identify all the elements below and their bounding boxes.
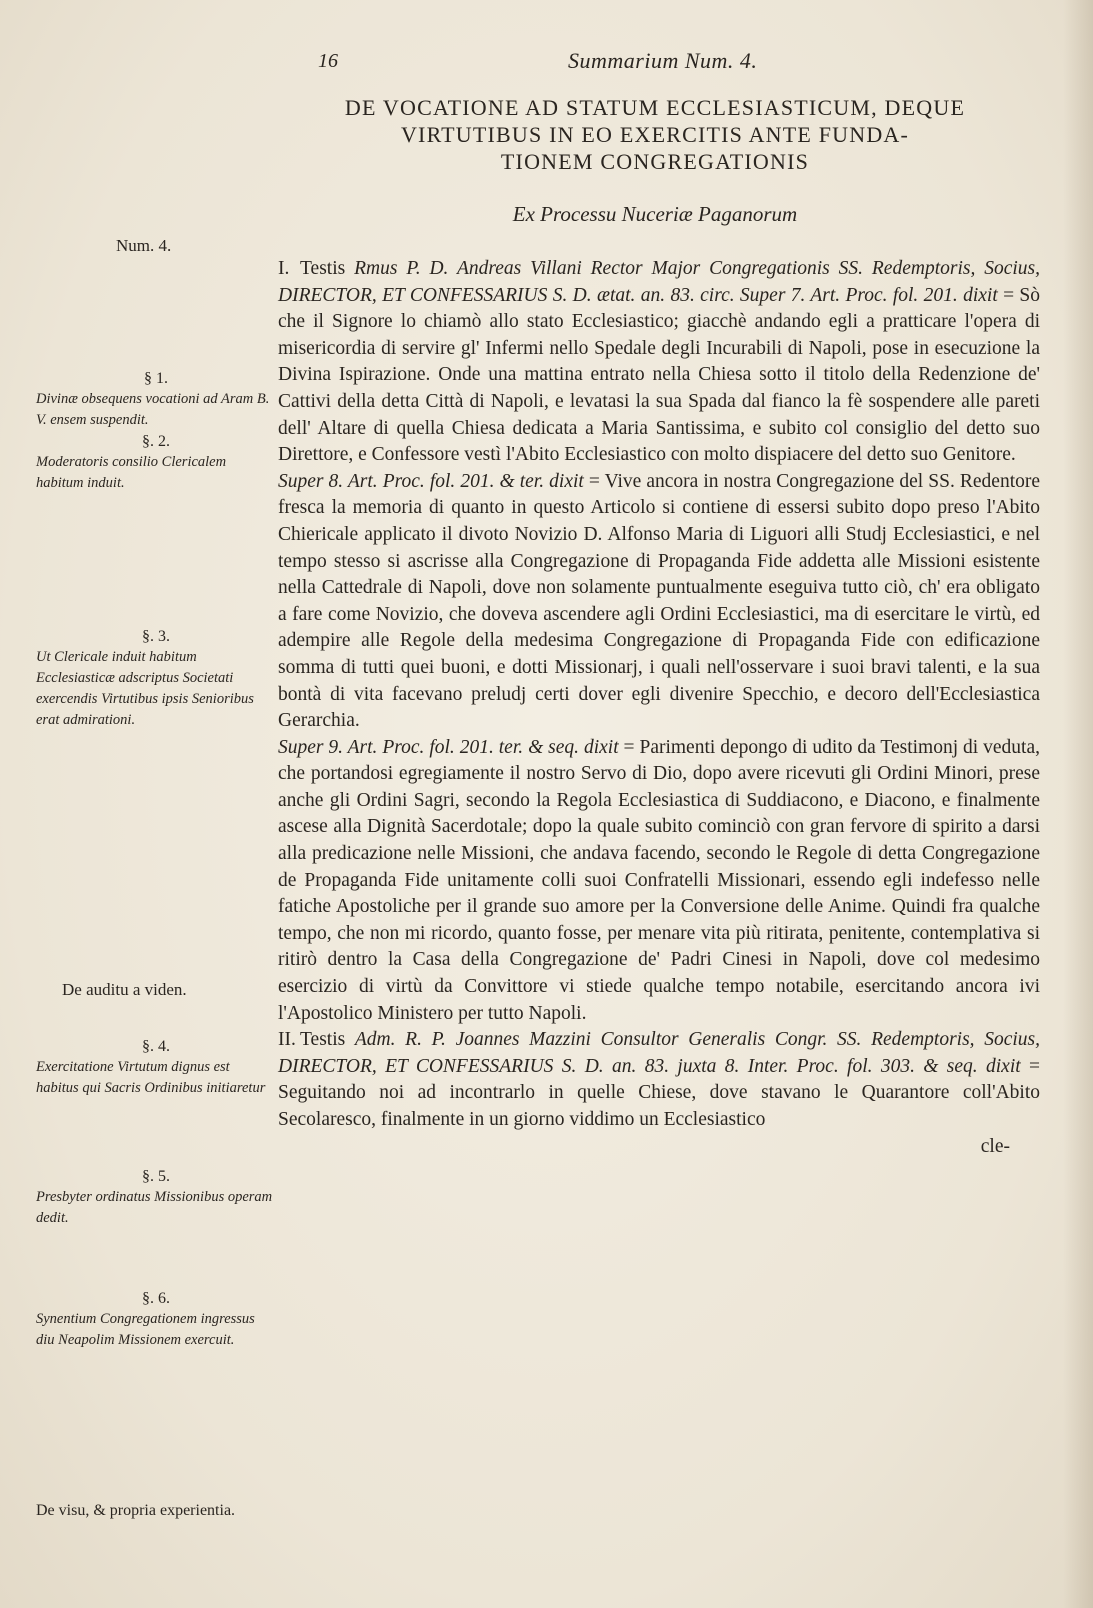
margin-section-head: §. 5. xyxy=(142,1168,170,1185)
margin-section-text: Divinæ obsequens vocationi ad Aram B. V. ensem suspendit. xyxy=(36,391,270,428)
testimony-text: = Seguitando noi ad incontrarlo in quelle Chiese, dove stavano le Quarantore coll'Abito Secolaresco, finalmente in un giorno viddimo un Ecclesiastico xyxy=(278,1055,1041,1130)
title-line: TIONEM CONGREGATIONIS xyxy=(500,149,810,174)
title-line: DE VOCATIONE AD STATUM ECCLESIASTICUM, DEQUE xyxy=(344,95,966,120)
testimony-paragraph xyxy=(278,256,1040,469)
page-number: 16 xyxy=(318,50,338,72)
catchword: cle- xyxy=(980,1135,1010,1157)
testimony-number: II. xyxy=(278,1029,296,1051)
margin-section-text: Synentium Congregationem ingressus diu Neapolim Missionem exercuit. xyxy=(36,1311,255,1348)
article-citation: Super 8. Art. Proc. fol. 201. & ter. dixit xyxy=(278,470,584,492)
testis-word: Testis xyxy=(300,258,355,279)
title-line: VIRTUTIBUS IN EO EXERCITIS ANTE FUNDA- xyxy=(400,122,910,147)
margin-section-head: § 1. xyxy=(144,370,168,387)
page-edge-shadow xyxy=(1063,0,1093,1608)
margin-section-text: Exercitatione Virtutum dignus est habitus qui Sacris Ordinibus initiaretur xyxy=(36,1059,266,1096)
margin-section-text: Ut Clericale induit habitum Ecclesiasticæ adscriptus Societati exercendis Virtutibus ipsis Senioribus erat admirationi. xyxy=(36,649,254,728)
margin-note-1 xyxy=(36,368,276,494)
testimony-paragraph xyxy=(278,1027,1040,1133)
testimony-text: = Sò che il Signore lo chiamò allo stato Ecclesiastico; giacchè andando egli a pratticare l'opera di misericordia di servire gl' Infermi nello Spedale degli Incurabili di Napoli, pose in esecuzione la Divina Ispirazione. Onde una mattina entrato nella Chiesa sotto il titolo della Redenzione de' Cattivi della detta Città di Napoli, e levatasi la sua Spada dal fianco la fè sospendere alle pareti dell' Altare di quella Chiesa dedicata a Maria Santissima, e subito col consiglio del detto suo Direttore, e Confessore vestì l'Abito Ecclesiastico con molto dispiacere del detto suo Genitore. xyxy=(278,284,1040,466)
testimony-paragraph xyxy=(278,469,1040,735)
margin-section-head: §. 4. xyxy=(142,1038,170,1055)
article-citation: Super 9. Art. Proc. fol. 201. ter. & seq. dixit xyxy=(278,736,619,758)
running-head: Summarium Num. 4. xyxy=(568,48,758,73)
margin-note-3 xyxy=(36,626,276,731)
margin-section-text: Presbyter ordinatus Missionibus operam dedit. xyxy=(36,1189,273,1226)
witness-citation: Adm. R. P. Joannes Mazzini Consultor Generalis Congr. SS. Redemptoris, Socius, DIRECTOR, ET CONFESSARIUS S. D. an. 83. juxta 8. Inter. Proc. fol. 303. & seq. dixit xyxy=(278,1029,1040,1077)
margin-num: Num. 4. xyxy=(116,236,172,255)
testis-word: Testis xyxy=(300,1029,355,1051)
margin-section-head: §. 3. xyxy=(142,628,170,645)
margin-section-head: §. 6. xyxy=(142,1290,170,1307)
section-title xyxy=(270,94,1040,175)
margin-section-head: §. 2. xyxy=(142,433,170,450)
testimony-text: = Parimenti depongo di udito da Testimonj di veduta, che portandosi egregiamente il nostro Servo di Dio, dopo avere ricevuti gli Ordini Minori, prese anche gli Ordini Sagri, secondo la Regola Ecclesiastica di Suddiacono, e Diacono, e finalmente ascese alla Dignità Sacerdotale; dopo la quale subito cominciò con gran fervore di spirito a darsi alla predicazione nelle Missioni, che andava facendo, secondo le Regole di detta Congregazione de Propaganda Fide unitamente colli suoi Confratelli Missionari, essendo egli indefesso nelle fatiche Apostoliche per il grande suo amore per la Conversione delle Anime. Quindi fra qualche tempo, che non mi ricordo, quanto fosse, per menare vita più ritirata, penitente, contemplativa si ritirò dentro la Casa della Congregazione de' Padri Cinesi in Napoli, dove col medesimo esercizio di virtù da Convittore vi stiede qualche tempo notabile, esercitando ancora ivi l'Apostolico Ministero per tutto Napoli. xyxy=(278,736,1040,1024)
margin-section-text: Moderatoris consilio Clericalem habitum induit. xyxy=(36,454,227,491)
margin-de-auditu: De auditu a viden. xyxy=(62,980,187,999)
source-line: Ex Processu Nuceriæ Paganorum xyxy=(512,202,798,226)
margin-note-6 xyxy=(36,1288,276,1351)
testimony-paragraph xyxy=(278,735,1040,1028)
margin-note-4 xyxy=(36,1036,276,1099)
witness-citation: Rmus P. D. Andreas Villani Rector Major Congregationis SS. Redemptoris, Socius, DIRECTOR, ET CONFESSARIUS S. D. ætat. an. 83. circ. Super 7. Art. Proc. fol. 201. dixit xyxy=(278,258,1040,306)
testimony-number: I. xyxy=(278,258,290,279)
margin-note-5 xyxy=(36,1166,276,1229)
margin-de-visu: De visu, & propria experientia. xyxy=(36,1502,236,1519)
testimony-text: = Vive ancora in nostra Congregazione del SS. Redentore fresca la memoria di quanto in questo Articolo si contiene di essersi subito dopo preso l'Abito Chiericale applicato il divoto Novizio D. Alfonso Maria di Liguori alli Studj Ecclesiastici, e nel tempo stesso si ascrisse alla Congregazione di Propaganda Fide addetta alle Missioni esistente nella Cattedrale di Napoli, dove non solamente puntualmente eseguiva tutto ciò, ch' era obligato a fare come Novizio, che doveva ascendere agli Ordini Ecclesiastici, ma di esercitare le virtù, ed adempire alle Regole della medesima Congregazione di Propaganda Fide con edificazione somma di tutti quei buoni, e dotti Missionarj, i quali nell'osservare i suoi bravi talenti, e la sua bontà di vita facevano preludj certi dover egli divenire Specchio, e decoro dell'Ecclesiastica Gerarchia. xyxy=(278,470,1041,732)
main-text xyxy=(278,256,1040,1160)
page-header xyxy=(0,44,1093,74)
